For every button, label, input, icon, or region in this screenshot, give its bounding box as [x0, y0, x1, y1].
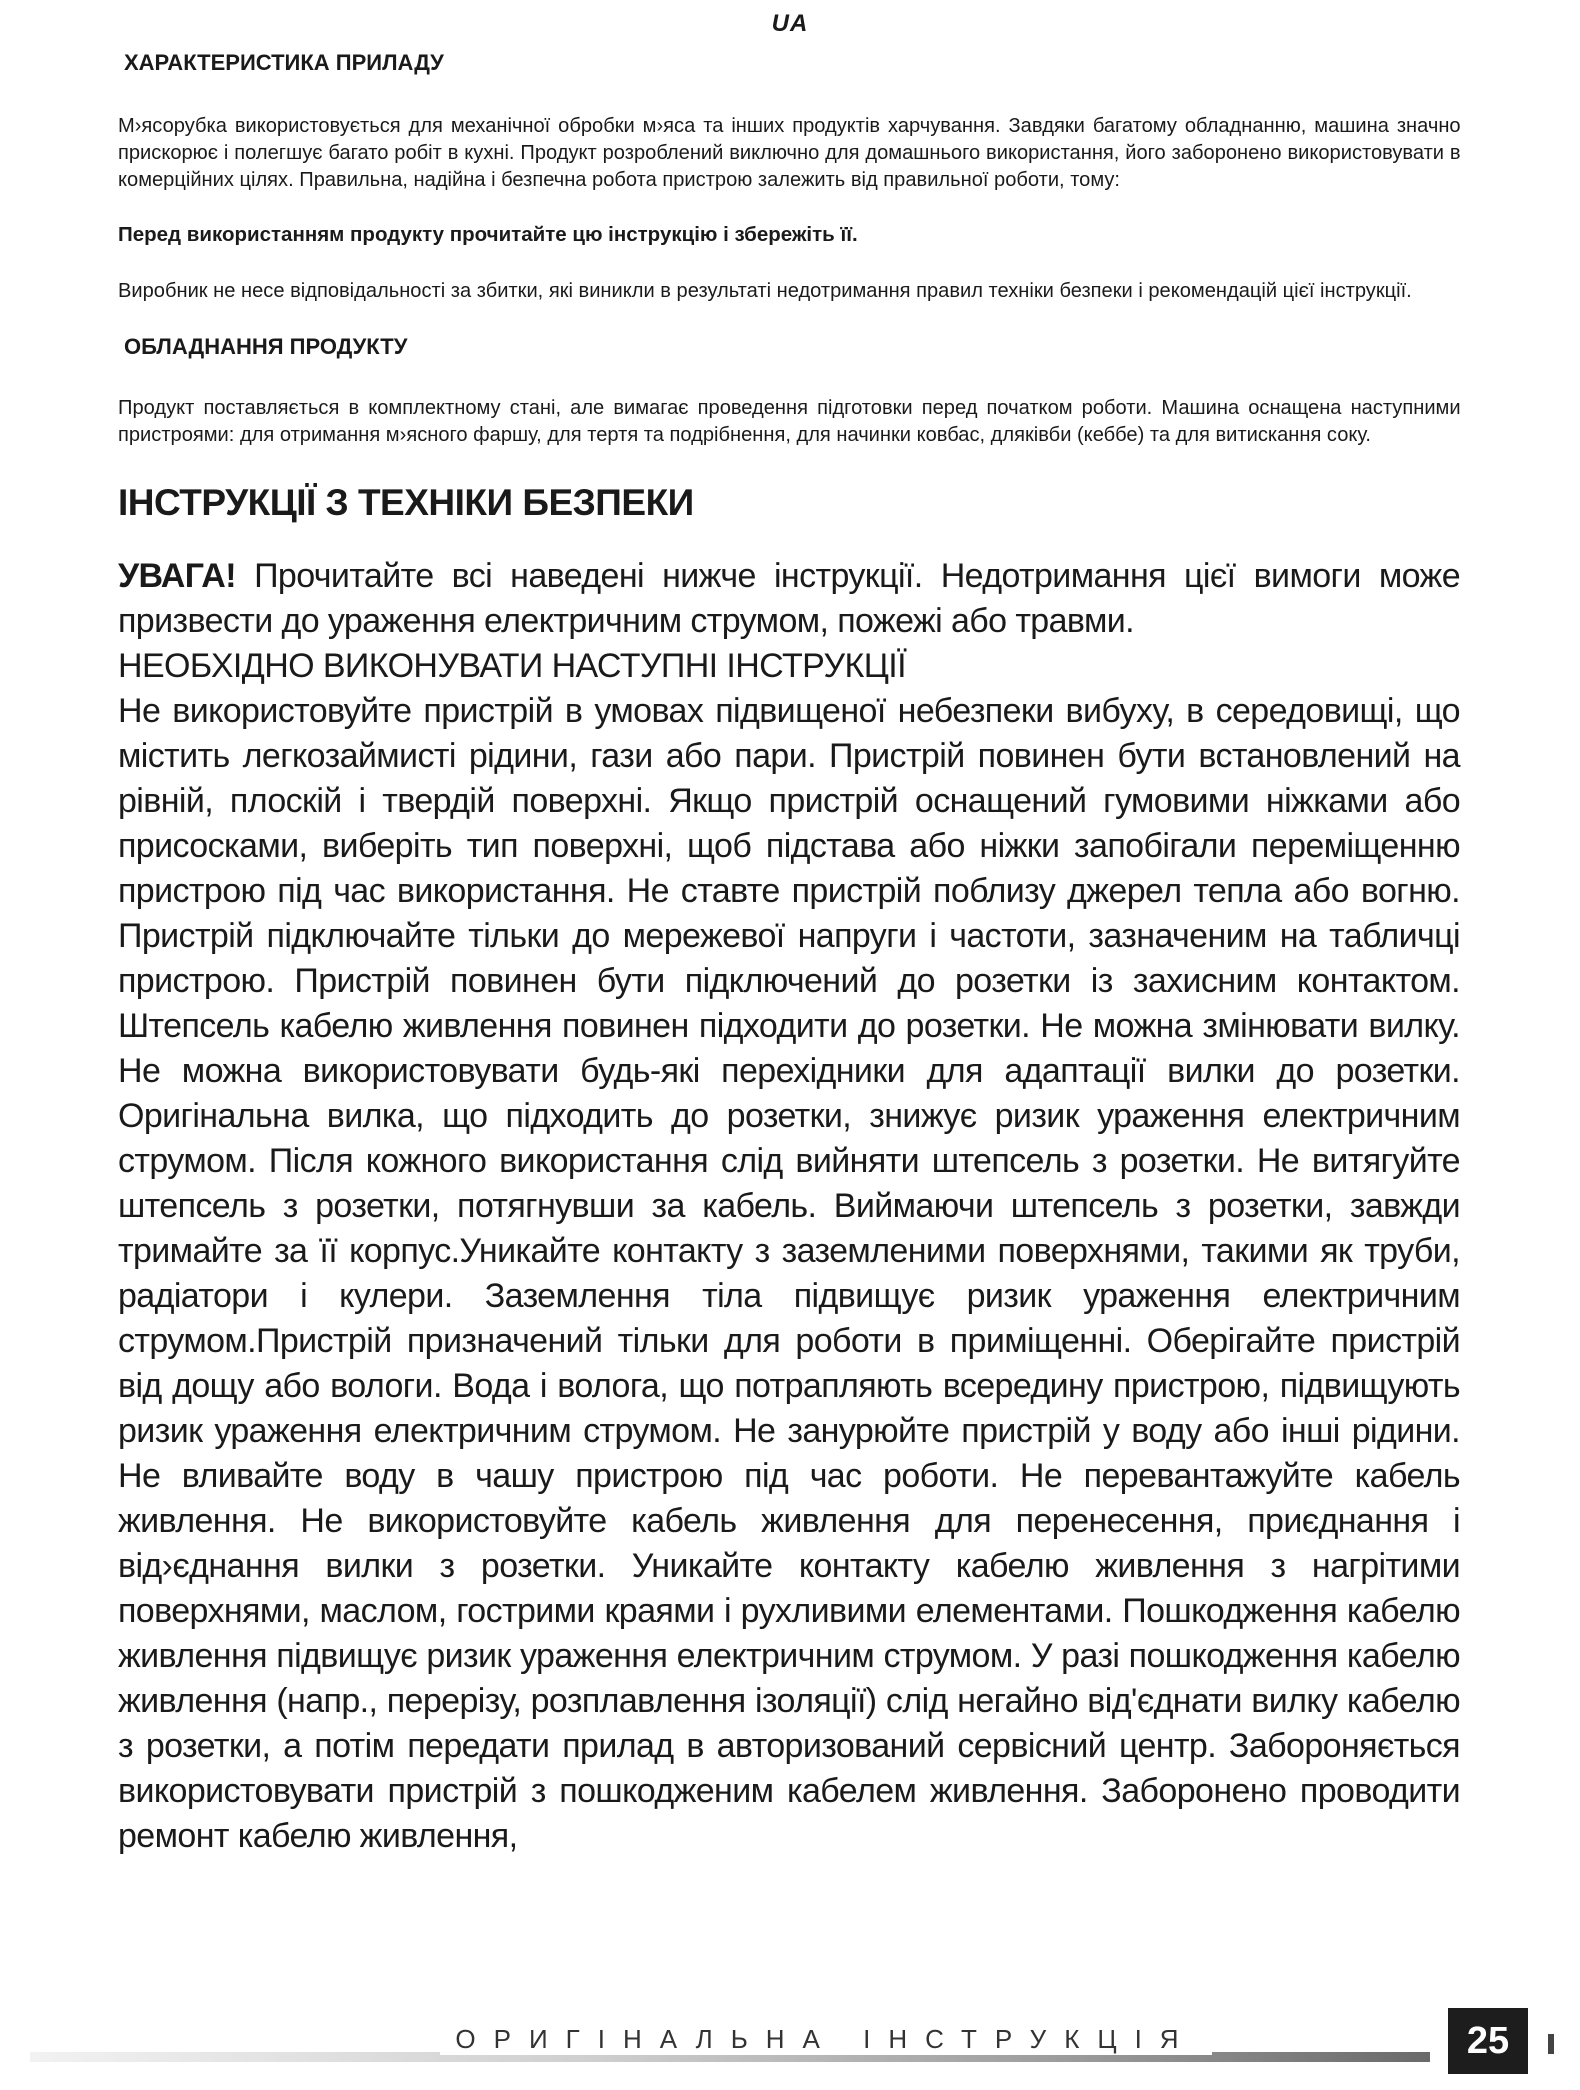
safety-body-text: Не використовуйте пристрій в умовах підвищеної небезпеки вибуху, в середовищі, що містить легкозаймисті рідини, гази або пари. Пристрій повинен бути встановлений на рівній, плоскій і твердій поверхні. Якщо пристрій оснащений гумовими ніжками або присосками, виберіть тип поверхні, щоб підстава або ніжки запобігали переміщенню пристрою під час використання. Не ставте пристрій поблизу джерел тепла або вогню. Пристрій підключайте тільки до мережевої напруги і частоти, зазначеним на табличці пристрою. Пристрій повинен бути підключений до розетки із захисним контактом. Штепсель кабелю живлення повинен підходити до розетки. Не можна змінювати вилку. Не можна використовувати будь-які перехідники для адаптації вилки до розетки. Оригінальна вилка, що підходить до розетки, знижує ризик ураження електричним струмом. Після кожного використання слід вийняти штепсель з розетки. Не витягуйте штепсель з розетки, потягнувши за кабель. Виймаючи штепсель з розетки, завжди тримайте за її корпус.Уникайте контакту з заземленими поверхнями, такими як труби, радіатори і кулери. Заземлення тіла підвищує ризик ураження електричним струмом.Пристрій призначений тільки для роботи в приміщенні. Оберігайте пристрій від дощу або вологи. Вода і волога, що потрапляють всередину пристрою, підвищують ризик ураження електричним струмом. Не занурюйте пристрій у воду або інші рідини. Не вливайте воду в чашу пристрою під час роботи. Не перевантажуйте кабель живлення. Не використовуйте кабель живлення для перенесення, приєднання і від›єднання вилки з розетки. Уникайте контакту кабелю живлення з нагрітими поверхнями, маслом, гострими краями і рухливими елементами. Пошкодження кабелю живлення підвищує ризик ураження електричним струмом. У разі пошкодження кабелю живлення (напр., перерізу, розплавлення ізоляції) слід негайно від'єднати вилку кабелю з розетки, а потім передати прилад в авторизований сервісний центр. Забороняється використовувати пристрій з пошкодженим кабелем живлення. Заборонено проводити ремонт кабелю живлення, — [118, 692, 1460, 1855]
warning-label: УВАГА! — [118, 557, 236, 595]
device-characteristics-heading: ХАРАКТЕРИСТИКА ПРИЛАДУ — [124, 50, 444, 75]
device-characteristics-text: М›ясорубка використовується для механічної обробки м›яса та інших продуктів харчування. Завдяки багатому обладнанню, машина значно прискорює і полегшує багато робіт в кухні. Продукт розроблений виключно для домашнього використання, його заборонено використовувати в комерційних цілях. Правильна, надійна і безпечна робота пристрою залежить від правильної роботи, тому: — [118, 114, 1461, 191]
must-follow-heading: НЕОБХІДНО ВИКОНУВАТИ НАСТУПНІ ІНСТРУКЦІЇ — [118, 647, 906, 685]
read-instructions-notice: Перед використанням продукту прочитайте цю інструкцію і збережіть її. — [118, 223, 858, 246]
footer-title: ОРИГІНАЛЬНА ІНСТРУКЦІЯ — [440, 2024, 1212, 2055]
warning-text: Прочитайте всі наведені нижче інструкції. Недотримання цієї вимоги може призвести до ураження електричним струмом, пожежі або травми. — [118, 557, 1460, 640]
equipment-heading: ОБЛАДНАННЯ ПРОДУКТУ — [124, 334, 408, 359]
page-number: 25 — [1448, 2008, 1528, 2074]
warning-paragraph — [118, 554, 1460, 644]
equipment-text: Продукт поставляється в комплектному стані, але вимагає проведення підготовки перед початком роботи. Машина оснащена наступними пристроями: для отримання м›ясного фаршу, для тертя та подрібнення, для начинки ковбас, дляківби (кеббе) та для витискання соку. — [118, 396, 1461, 446]
page-content — [118, 50, 1460, 1859]
edge-marker — [1548, 2034, 1554, 2054]
safety-instructions-heading: ІНСТРУКЦІЇ З ТЕХНІКИ БЕЗПЕКИ — [118, 482, 694, 523]
language-code: UA — [771, 10, 809, 37]
liability-text: Виробник не несе відповідальності за збитки, які виникли в результаті недотримання правил техніки безпеки і рекомендацій цієї інструкції. — [118, 279, 1412, 302]
